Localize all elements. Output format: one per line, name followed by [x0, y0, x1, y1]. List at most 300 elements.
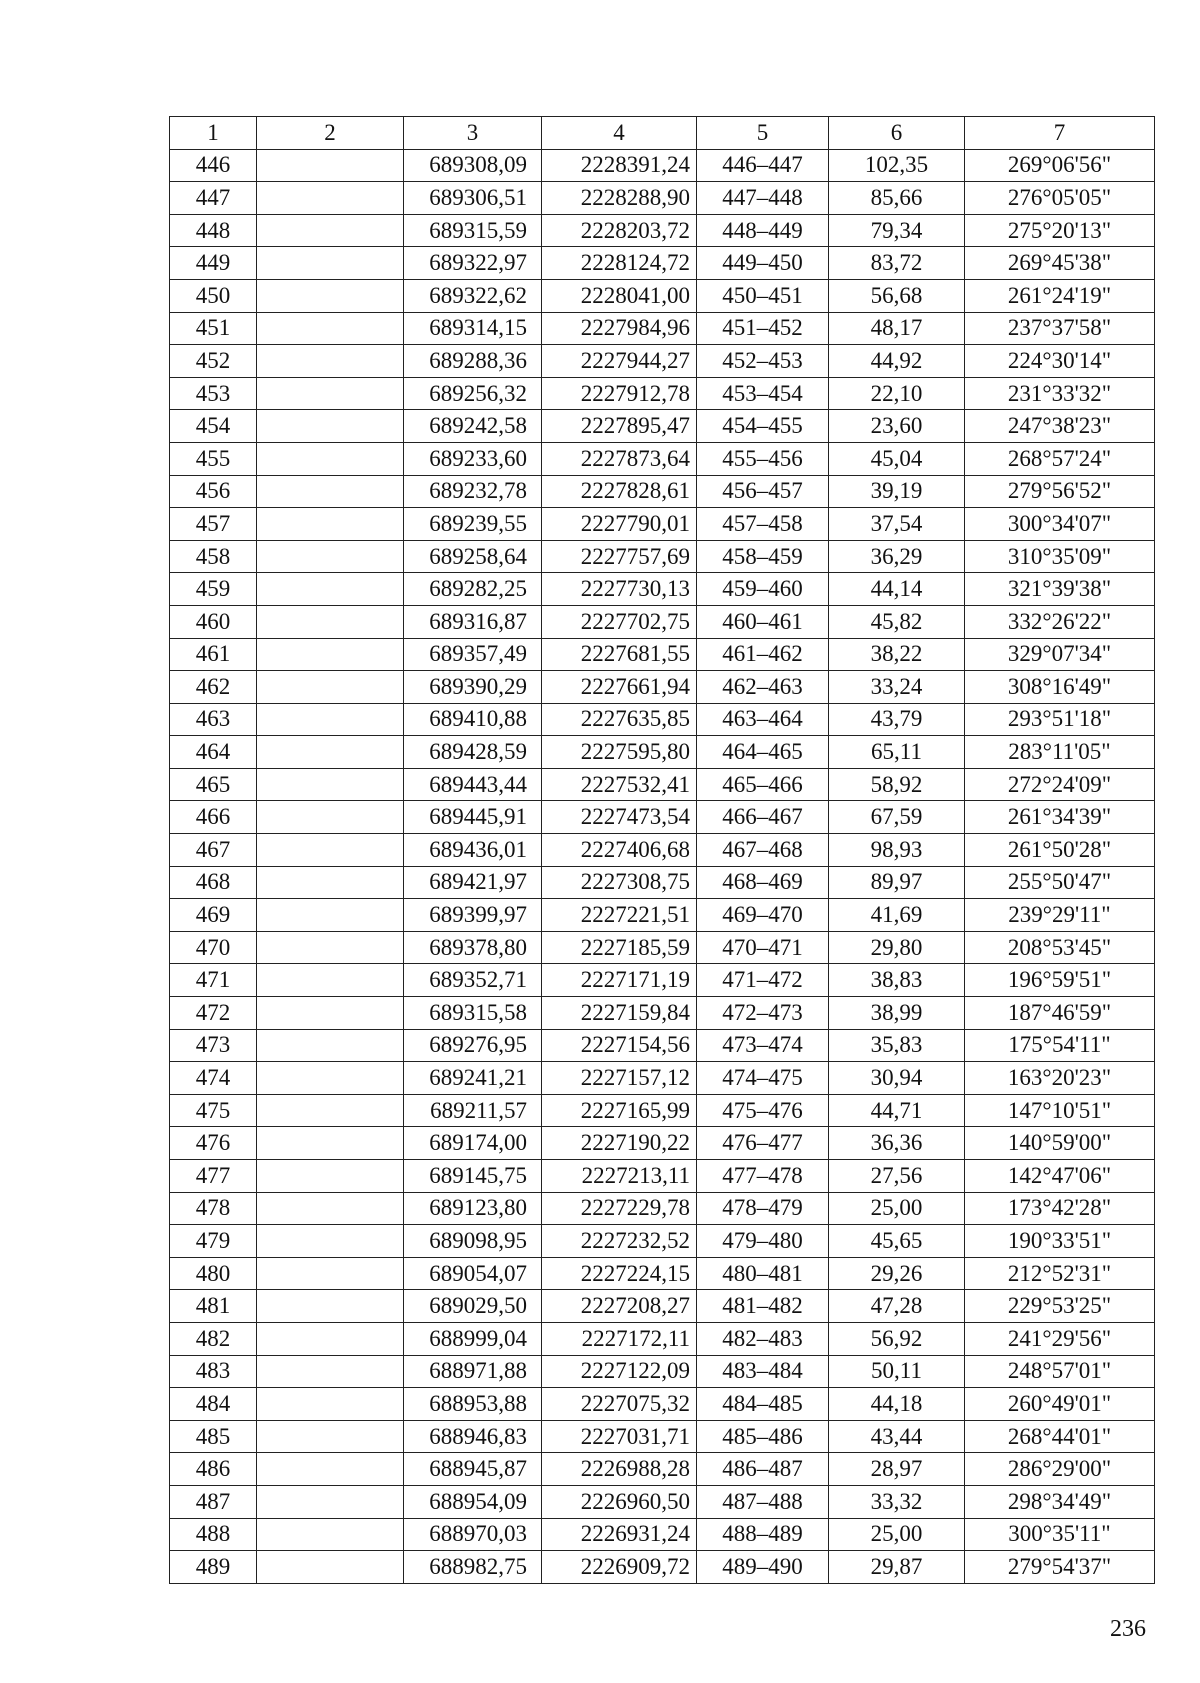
- cell-length: 45,65: [829, 1225, 965, 1258]
- table-row: [170, 279, 1155, 312]
- cell-point-number: 454: [170, 410, 257, 443]
- cell-segment: 479–480: [697, 1225, 829, 1258]
- cell-x-coordinate: 689054,07: [404, 1257, 542, 1290]
- cell-x-coordinate: 688946,83: [404, 1420, 542, 1453]
- cell-segment: 474–475: [697, 1062, 829, 1095]
- cell-segment: 480–481: [697, 1257, 829, 1290]
- table-row: [170, 442, 1155, 475]
- cell-direction-angle: 276°05'05": [965, 182, 1155, 215]
- cell-y-coordinate: 2228288,90: [542, 182, 697, 215]
- cell-segment: 469–470: [697, 899, 829, 932]
- cell-length: 98,93: [829, 834, 965, 867]
- cell-y-coordinate: 2227154,56: [542, 1029, 697, 1062]
- cell-y-coordinate: 2228041,00: [542, 279, 697, 312]
- page-number: 236: [1110, 1616, 1146, 1642]
- table-row: [170, 964, 1155, 997]
- cell-column-2: [257, 1453, 404, 1486]
- cell-point-number: 463: [170, 703, 257, 736]
- cell-x-coordinate: 688982,75: [404, 1551, 542, 1584]
- cell-x-coordinate: 689443,44: [404, 768, 542, 801]
- header-row: [170, 117, 1155, 150]
- cell-point-number: 461: [170, 638, 257, 671]
- cell-length: 36,29: [829, 540, 965, 573]
- cell-segment: 459–460: [697, 573, 829, 606]
- table-row: [170, 1160, 1155, 1193]
- cell-direction-angle: 286°29'00": [965, 1453, 1155, 1486]
- cell-length: 39,19: [829, 475, 965, 508]
- cell-length: 83,72: [829, 247, 965, 280]
- cell-length: 37,54: [829, 508, 965, 541]
- table-row: [170, 410, 1155, 443]
- cell-length: 38,22: [829, 638, 965, 671]
- cell-y-coordinate: 2227171,19: [542, 964, 697, 997]
- cell-segment: 453–454: [697, 377, 829, 410]
- cell-segment: 464–465: [697, 736, 829, 769]
- cell-y-coordinate: 2227912,78: [542, 377, 697, 410]
- cell-column-2: [257, 247, 404, 280]
- cell-length: 44,71: [829, 1094, 965, 1127]
- cell-point-number: 482: [170, 1322, 257, 1355]
- cell-length: 29,26: [829, 1257, 965, 1290]
- cell-length: 43,79: [829, 703, 965, 736]
- cell-x-coordinate: 689306,51: [404, 182, 542, 215]
- table-row: [170, 1257, 1155, 1290]
- table-row: [170, 475, 1155, 508]
- table-row: [170, 1453, 1155, 1486]
- cell-x-coordinate: 688945,87: [404, 1453, 542, 1486]
- cell-segment: 477–478: [697, 1160, 829, 1193]
- cell-x-coordinate: 689399,97: [404, 899, 542, 932]
- cell-length: 56,92: [829, 1322, 965, 1355]
- cell-y-coordinate: 2228124,72: [542, 247, 697, 280]
- table-header: [170, 117, 1155, 150]
- cell-y-coordinate: 2227185,59: [542, 931, 697, 964]
- table-row: [170, 671, 1155, 704]
- cell-point-number: 448: [170, 214, 257, 247]
- cell-point-number: 484: [170, 1388, 257, 1421]
- table-row: [170, 573, 1155, 606]
- cell-direction-angle: 241°29'56": [965, 1322, 1155, 1355]
- cell-direction-angle: 269°06'56": [965, 149, 1155, 182]
- cell-segment: 489–490: [697, 1551, 829, 1584]
- cell-x-coordinate: 689352,71: [404, 964, 542, 997]
- cell-y-coordinate: 2227944,27: [542, 345, 697, 378]
- cell-column-2: [257, 1257, 404, 1290]
- table-row: [170, 540, 1155, 573]
- table-row: [170, 1127, 1155, 1160]
- header-direction-angle: 7: [965, 117, 1155, 150]
- cell-direction-angle: 329°07'34": [965, 638, 1155, 671]
- table-row: [170, 768, 1155, 801]
- cell-segment: 462–463: [697, 671, 829, 704]
- cell-direction-angle: 321°39'38": [965, 573, 1155, 606]
- table-row: [170, 345, 1155, 378]
- cell-direction-angle: 298°34'49": [965, 1485, 1155, 1518]
- table-row: [170, 1225, 1155, 1258]
- cell-length: 89,97: [829, 866, 965, 899]
- table-row: [170, 638, 1155, 671]
- cell-length: 33,24: [829, 671, 965, 704]
- cell-segment: 470–471: [697, 931, 829, 964]
- table-row: [170, 1388, 1155, 1421]
- cell-point-number: 466: [170, 801, 257, 834]
- cell-length: 45,04: [829, 442, 965, 475]
- cell-segment: 471–472: [697, 964, 829, 997]
- cell-direction-angle: 279°56'52": [965, 475, 1155, 508]
- cell-point-number: 464: [170, 736, 257, 769]
- cell-column-2: [257, 703, 404, 736]
- cell-point-number: 459: [170, 573, 257, 606]
- cell-point-number: 472: [170, 997, 257, 1030]
- cell-column-2: [257, 149, 404, 182]
- cell-segment: 481–482: [697, 1290, 829, 1323]
- cell-column-2: [257, 1127, 404, 1160]
- cell-x-coordinate: 689316,87: [404, 605, 542, 638]
- cell-x-coordinate: 688953,88: [404, 1388, 542, 1421]
- table-row: [170, 214, 1155, 247]
- cell-x-coordinate: 689239,55: [404, 508, 542, 541]
- cell-x-coordinate: 688999,04: [404, 1322, 542, 1355]
- cell-point-number: 477: [170, 1160, 257, 1193]
- cell-direction-angle: 224°30'14": [965, 345, 1155, 378]
- cell-length: 50,11: [829, 1355, 965, 1388]
- cell-direction-angle: 175°54'11": [965, 1029, 1155, 1062]
- cell-direction-angle: 260°49'01": [965, 1388, 1155, 1421]
- cell-direction-angle: 268°57'24": [965, 442, 1155, 475]
- cell-column-2: [257, 410, 404, 443]
- cell-length: 85,66: [829, 182, 965, 215]
- cell-length: 79,34: [829, 214, 965, 247]
- cell-column-2: [257, 182, 404, 215]
- cell-point-number: 456: [170, 475, 257, 508]
- cell-x-coordinate: 689315,58: [404, 997, 542, 1030]
- table-row: [170, 1029, 1155, 1062]
- cell-x-coordinate: 689390,29: [404, 671, 542, 704]
- cell-y-coordinate: 2226988,28: [542, 1453, 697, 1486]
- table-row: [170, 312, 1155, 345]
- cell-direction-angle: 261°50'28": [965, 834, 1155, 867]
- cell-point-number: 467: [170, 834, 257, 867]
- cell-y-coordinate: 2228203,72: [542, 214, 697, 247]
- cell-point-number: 485: [170, 1420, 257, 1453]
- cell-x-coordinate: 689145,75: [404, 1160, 542, 1193]
- cell-length: 48,17: [829, 312, 965, 345]
- table-row: [170, 703, 1155, 736]
- cell-segment: 448–449: [697, 214, 829, 247]
- cell-point-number: 447: [170, 182, 257, 215]
- cell-segment: 460–461: [697, 605, 829, 638]
- table-row: [170, 149, 1155, 182]
- cell-column-2: [257, 605, 404, 638]
- cell-y-coordinate: 2227224,15: [542, 1257, 697, 1290]
- cell-length: 22,10: [829, 377, 965, 410]
- cell-point-number: 486: [170, 1453, 257, 1486]
- cell-y-coordinate: 2226909,72: [542, 1551, 697, 1584]
- cell-direction-angle: 255°50'47": [965, 866, 1155, 899]
- cell-length: 38,99: [829, 997, 965, 1030]
- cell-direction-angle: 196°59'51": [965, 964, 1155, 997]
- cell-y-coordinate: 2227757,69: [542, 540, 697, 573]
- cell-point-number: 457: [170, 508, 257, 541]
- cell-column-2: [257, 312, 404, 345]
- cell-y-coordinate: 2227221,51: [542, 899, 697, 932]
- cell-length: 44,14: [829, 573, 965, 606]
- cell-point-number: 460: [170, 605, 257, 638]
- table-row: [170, 1094, 1155, 1127]
- cell-segment: 478–479: [697, 1192, 829, 1225]
- cell-point-number: 473: [170, 1029, 257, 1062]
- cell-x-coordinate: 689029,50: [404, 1290, 542, 1323]
- cell-point-number: 452: [170, 345, 257, 378]
- cell-column-2: [257, 1094, 404, 1127]
- cell-direction-angle: 300°34'07": [965, 508, 1155, 541]
- cell-direction-angle: 332°26'22": [965, 605, 1155, 638]
- cell-x-coordinate: 689258,64: [404, 540, 542, 573]
- cell-point-number: 446: [170, 149, 257, 182]
- header-segment: 5: [697, 117, 829, 150]
- cell-direction-angle: 208°53'45": [965, 931, 1155, 964]
- cell-direction-angle: 261°24'19": [965, 279, 1155, 312]
- table-row: [170, 1420, 1155, 1453]
- cell-column-2: [257, 1485, 404, 1518]
- cell-point-number: 479: [170, 1225, 257, 1258]
- cell-length: 45,82: [829, 605, 965, 638]
- cell-segment: 457–458: [697, 508, 829, 541]
- table-row: [170, 866, 1155, 899]
- cell-y-coordinate: 2227473,54: [542, 801, 697, 834]
- cell-point-number: 480: [170, 1257, 257, 1290]
- cell-length: 65,11: [829, 736, 965, 769]
- table-row: [170, 182, 1155, 215]
- cell-length: 23,60: [829, 410, 965, 443]
- table-row: [170, 247, 1155, 280]
- cell-point-number: 462: [170, 671, 257, 704]
- cell-column-2: [257, 997, 404, 1030]
- cell-point-number: 474: [170, 1062, 257, 1095]
- cell-column-2: [257, 1420, 404, 1453]
- cell-segment: 483–484: [697, 1355, 829, 1388]
- cell-y-coordinate: 2227213,11: [542, 1160, 697, 1193]
- cell-x-coordinate: 689436,01: [404, 834, 542, 867]
- cell-direction-angle: 147°10'51": [965, 1094, 1155, 1127]
- cell-segment: 475–476: [697, 1094, 829, 1127]
- cell-segment: 472–473: [697, 997, 829, 1030]
- cell-column-2: [257, 1518, 404, 1551]
- cell-length: 36,36: [829, 1127, 965, 1160]
- table-row: [170, 1290, 1155, 1323]
- cell-point-number: 468: [170, 866, 257, 899]
- cell-y-coordinate: 2227681,55: [542, 638, 697, 671]
- cell-x-coordinate: 689241,21: [404, 1062, 542, 1095]
- cell-x-coordinate: 689445,91: [404, 801, 542, 834]
- header-y-coordinate: 4: [542, 117, 697, 150]
- cell-y-coordinate: 2227308,75: [542, 866, 697, 899]
- cell-length: 38,83: [829, 964, 965, 997]
- cell-y-coordinate: 2227406,68: [542, 834, 697, 867]
- cell-direction-angle: 173°42'28": [965, 1192, 1155, 1225]
- cell-direction-angle: 275°20'13": [965, 214, 1155, 247]
- cell-segment: 458–459: [697, 540, 829, 573]
- cell-column-2: [257, 1160, 404, 1193]
- cell-length: 43,44: [829, 1420, 965, 1453]
- cell-point-number: 478: [170, 1192, 257, 1225]
- table-row: [170, 1322, 1155, 1355]
- cell-y-coordinate: 2227702,75: [542, 605, 697, 638]
- cell-length: 35,83: [829, 1029, 965, 1062]
- cell-direction-angle: 310°35'09": [965, 540, 1155, 573]
- cell-column-2: [257, 442, 404, 475]
- cell-length: 30,94: [829, 1062, 965, 1095]
- cell-x-coordinate: 689378,80: [404, 931, 542, 964]
- cell-y-coordinate: 2227661,94: [542, 671, 697, 704]
- cell-direction-angle: 268°44'01": [965, 1420, 1155, 1453]
- cell-point-number: 483: [170, 1355, 257, 1388]
- cell-segment: 446–447: [697, 149, 829, 182]
- cell-length: 25,00: [829, 1518, 965, 1551]
- cell-segment: 486–487: [697, 1453, 829, 1486]
- cell-direction-angle: 283°11'05": [965, 736, 1155, 769]
- table-row: [170, 1192, 1155, 1225]
- cell-segment: 455–456: [697, 442, 829, 475]
- cell-x-coordinate: 689232,78: [404, 475, 542, 508]
- cell-segment: 450–451: [697, 279, 829, 312]
- cell-x-coordinate: 689288,36: [404, 345, 542, 378]
- cell-point-number: 481: [170, 1290, 257, 1323]
- cell-x-coordinate: 689211,57: [404, 1094, 542, 1127]
- cell-x-coordinate: 689276,95: [404, 1029, 542, 1062]
- cell-x-coordinate: 689421,97: [404, 866, 542, 899]
- cell-direction-angle: 279°54'37": [965, 1551, 1155, 1584]
- cell-y-coordinate: 2226931,24: [542, 1518, 697, 1551]
- cell-length: 29,80: [829, 931, 965, 964]
- table-row: [170, 801, 1155, 834]
- coordinates-table: [169, 116, 1155, 1584]
- cell-column-2: [257, 1290, 404, 1323]
- cell-direction-angle: 308°16'49": [965, 671, 1155, 704]
- cell-y-coordinate: 2227122,09: [542, 1355, 697, 1388]
- cell-direction-angle: 163°20'23": [965, 1062, 1155, 1095]
- cell-x-coordinate: 689256,32: [404, 377, 542, 410]
- cell-y-coordinate: 2227157,12: [542, 1062, 697, 1095]
- table-row: [170, 605, 1155, 638]
- table-row: [170, 931, 1155, 964]
- cell-segment: 484–485: [697, 1388, 829, 1421]
- cell-y-coordinate: 2227532,41: [542, 768, 697, 801]
- cell-column-2: [257, 214, 404, 247]
- cell-y-coordinate: 2227895,47: [542, 410, 697, 443]
- cell-y-coordinate: 2227595,80: [542, 736, 697, 769]
- cell-column-2: [257, 508, 404, 541]
- cell-direction-angle: 212°52'31": [965, 1257, 1155, 1290]
- cell-direction-angle: 187°46'59": [965, 997, 1155, 1030]
- cell-point-number: 470: [170, 931, 257, 964]
- table-row: [170, 736, 1155, 769]
- cell-length: 44,18: [829, 1388, 965, 1421]
- table-row: [170, 1518, 1155, 1551]
- cell-segment: 449–450: [697, 247, 829, 280]
- table-body: [170, 149, 1155, 1583]
- cell-point-number: 489: [170, 1551, 257, 1584]
- header-column-2: 2: [257, 117, 404, 150]
- cell-column-2: [257, 475, 404, 508]
- cell-column-2: [257, 638, 404, 671]
- cell-direction-angle: 190°33'51": [965, 1225, 1155, 1258]
- table-row: [170, 1551, 1155, 1584]
- cell-length: 25,00: [829, 1192, 965, 1225]
- cell-column-2: [257, 931, 404, 964]
- cell-segment: 465–466: [697, 768, 829, 801]
- cell-column-2: [257, 573, 404, 606]
- cell-column-2: [257, 866, 404, 899]
- cell-direction-angle: 142°47'06": [965, 1160, 1155, 1193]
- cell-y-coordinate: 2227730,13: [542, 573, 697, 606]
- cell-segment: 467–468: [697, 834, 829, 867]
- cell-y-coordinate: 2227165,99: [542, 1094, 697, 1127]
- cell-column-2: [257, 1192, 404, 1225]
- table-row: [170, 834, 1155, 867]
- cell-segment: 454–455: [697, 410, 829, 443]
- cell-direction-angle: 300°35'11": [965, 1518, 1155, 1551]
- cell-x-coordinate: 689322,97: [404, 247, 542, 280]
- cell-column-2: [257, 377, 404, 410]
- cell-y-coordinate: 2227232,52: [542, 1225, 697, 1258]
- cell-y-coordinate: 2227828,61: [542, 475, 697, 508]
- cell-point-number: 487: [170, 1485, 257, 1518]
- cell-segment: 473–474: [697, 1029, 829, 1062]
- cell-segment: 468–469: [697, 866, 829, 899]
- cell-segment: 485–486: [697, 1420, 829, 1453]
- cell-direction-angle: 272°24'09": [965, 768, 1155, 801]
- cell-x-coordinate: 688971,88: [404, 1355, 542, 1388]
- cell-length: 27,56: [829, 1160, 965, 1193]
- header-x-coordinate: 3: [404, 117, 542, 150]
- header-length: 6: [829, 117, 965, 150]
- cell-direction-angle: 229°53'25": [965, 1290, 1155, 1323]
- cell-x-coordinate: 689428,59: [404, 736, 542, 769]
- cell-direction-angle: 248°57'01": [965, 1355, 1155, 1388]
- cell-x-coordinate: 689242,58: [404, 410, 542, 443]
- cell-y-coordinate: 2228391,24: [542, 149, 697, 182]
- cell-direction-angle: 269°45'38": [965, 247, 1155, 280]
- cell-x-coordinate: 689308,09: [404, 149, 542, 182]
- cell-column-2: [257, 1322, 404, 1355]
- cell-column-2: [257, 671, 404, 704]
- cell-y-coordinate: 2227190,22: [542, 1127, 697, 1160]
- cell-x-coordinate: 688954,09: [404, 1485, 542, 1518]
- cell-length: 102,35: [829, 149, 965, 182]
- cell-segment: 451–452: [697, 312, 829, 345]
- cell-segment: 488–489: [697, 1518, 829, 1551]
- cell-x-coordinate: 688970,03: [404, 1518, 542, 1551]
- cell-point-number: 465: [170, 768, 257, 801]
- table-row: [170, 1485, 1155, 1518]
- cell-column-2: [257, 279, 404, 312]
- cell-segment: 476–477: [697, 1127, 829, 1160]
- cell-direction-angle: 261°34'39": [965, 801, 1155, 834]
- cell-y-coordinate: 2227172,11: [542, 1322, 697, 1355]
- cell-segment: 452–453: [697, 345, 829, 378]
- cell-point-number: 450: [170, 279, 257, 312]
- cell-point-number: 471: [170, 964, 257, 997]
- cell-column-2: [257, 834, 404, 867]
- cell-column-2: [257, 1225, 404, 1258]
- table-row: [170, 1062, 1155, 1095]
- cell-x-coordinate: 689322,62: [404, 279, 542, 312]
- cell-column-2: [257, 1551, 404, 1584]
- table-row: [170, 377, 1155, 410]
- cell-point-number: 469: [170, 899, 257, 932]
- cell-y-coordinate: 2226960,50: [542, 1485, 697, 1518]
